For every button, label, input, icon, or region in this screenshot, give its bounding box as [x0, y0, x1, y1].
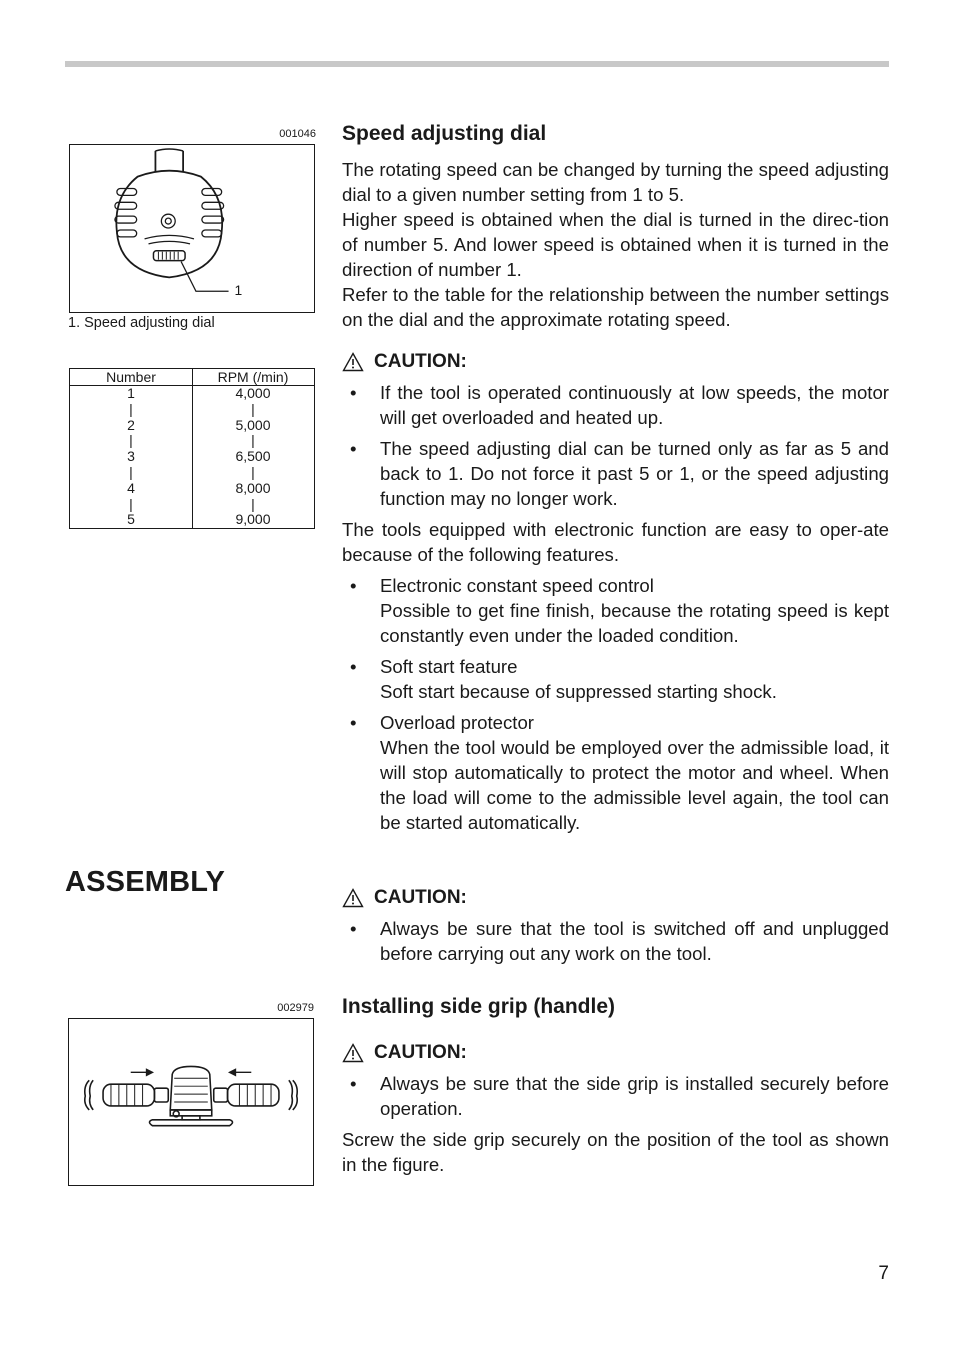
table-cell: 8,000 [235, 479, 271, 496]
assembly-caution [342, 916, 889, 972]
caution-item: • If the tool is operated continuously at low speeds, the motor will get overloaded and heated up. [342, 380, 889, 430]
feature-item [342, 654, 889, 704]
table-cell: | [129, 400, 133, 417]
number-column [70, 369, 192, 528]
table-cell: 5 [127, 511, 135, 528]
callout-number: 1 [234, 282, 243, 299]
feature-title: • Soft start feature [380, 656, 518, 677]
warning-triangle-icon [342, 352, 364, 372]
table-cell: | [251, 495, 255, 512]
table-cell: 6,500 [235, 448, 271, 465]
rpm-table [69, 368, 315, 529]
figure-caption: 1. Speed adjusting dial [68, 315, 215, 331]
side-grip-paragraph: Screw the side grip securely on the position of the tool as shown in the figure. [342, 1129, 889, 1175]
caution-label: CAUTION: [374, 1042, 467, 1063]
feature-item [342, 573, 889, 648]
feature-text: Soft start because of suppressed starting shock. [380, 681, 777, 702]
feature-title: • Overload protector [380, 712, 534, 733]
table-cell: | [251, 432, 255, 449]
table-header-rpm: RPM (/min) [217, 369, 289, 385]
rpm-column [193, 369, 313, 528]
speed-dial-figure [69, 144, 315, 313]
caution-item: • Always be sure that the tool is switched off and unplugged before carrying out any work on the tool. [342, 916, 889, 966]
caution-label: CAUTION: [374, 351, 467, 372]
caution-heading [342, 887, 467, 909]
table-cell: | [129, 432, 133, 449]
side-grip-illustration [69, 1019, 313, 1185]
feature-text: Possible to get fine finish, because the rotating speed is kept constantly even under the loaded condition. [380, 600, 889, 646]
assembly-heading: ASSEMBLY [65, 866, 226, 898]
figure-code: 002979 [277, 1002, 314, 1014]
speed-dial-paragraph: Higher speed is obtained when the dial is turned in the direc-tion of number 5. And lower speed is obtained when it is turned in the direction of number 1. [342, 209, 889, 280]
caution-item: • Always be sure that the side grip is installed securely before operation. [342, 1071, 889, 1121]
feature-text: When the tool would be employed over the admissible load, it will stop automatically to protect the motor and wheel. When the load will come to the admissible level again, the tool can be started automatically. [380, 737, 889, 833]
side-grip-figure [68, 1018, 314, 1186]
feature-item [342, 710, 889, 835]
table-cell: 2 [127, 416, 135, 433]
table-cell: | [251, 463, 255, 480]
table-cell: | [129, 495, 133, 512]
speed-dial-heading: Speed adjusting dial [342, 122, 547, 145]
table-cell: 9,000 [235, 511, 271, 528]
table-cell: 3 [127, 448, 135, 465]
feature-title: • Electronic constant speed control [380, 575, 654, 596]
table-cell: | [251, 400, 255, 417]
warning-triangle-icon [342, 888, 364, 908]
caution-label: CAUTION: [374, 887, 467, 908]
speed-dial-paragraph: Refer to the table for the relationship between the number settings on the dial and the approximate rotating speed. [342, 284, 889, 330]
side-grip-body [342, 1071, 889, 1177]
figure-code: 001046 [279, 128, 316, 140]
table-header-number: Number [106, 369, 156, 385]
table-cell: 1 [127, 385, 135, 401]
electronic-intro: The tools equipped with electronic function are easy to oper-ate because of the following features. [342, 519, 889, 565]
warning-triangle-icon [342, 1043, 364, 1063]
table-cell: 4,000 [235, 385, 271, 401]
caution-heading [342, 351, 467, 373]
side-grip-heading: Installing side grip (handle) [342, 995, 616, 1018]
page-number: 7 [878, 1263, 889, 1284]
table-cell: | [129, 463, 133, 480]
speed-dial-illustration [70, 145, 314, 312]
caution-heading [342, 1042, 467, 1064]
speed-dial-cautions [342, 380, 889, 841]
table-cell: 4 [127, 479, 135, 496]
speed-dial-paragraph: The rotating speed can be changed by turning the speed adjusting dial to a given number setting from 1 to 5. [342, 159, 889, 205]
caution-item: • The speed adjusting dial can be turned only as far as 5 and back to 1. Do not force it past 5 or 1, or the speed adjusting function may no longer work. [342, 436, 889, 511]
header-rule [65, 61, 889, 67]
table-cell: 5,000 [235, 416, 271, 433]
speed-dial-body [342, 157, 889, 332]
